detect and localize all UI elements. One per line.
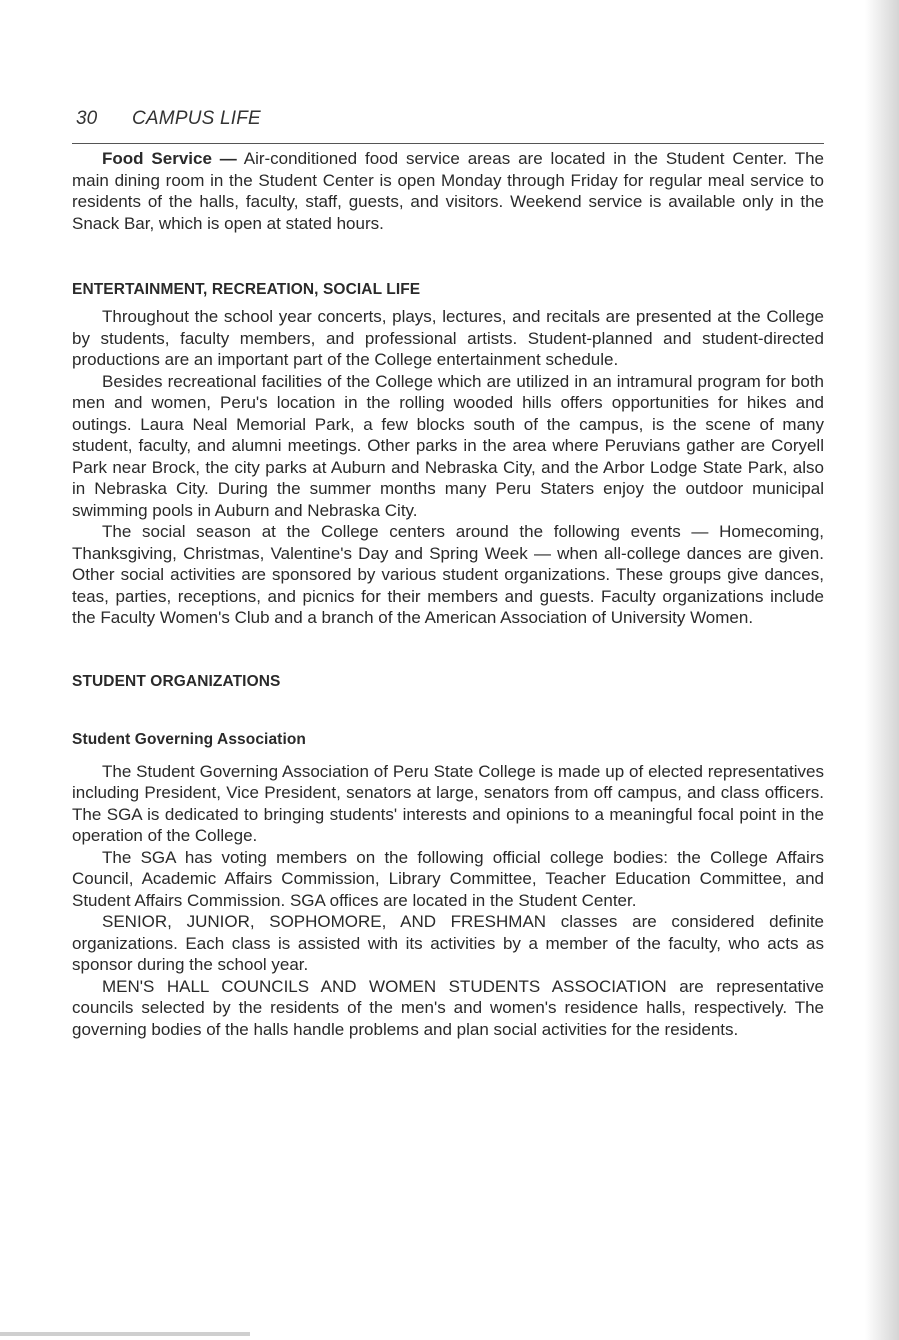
sga-paragraph: The Student Governing Association of Peru State College is made up of elected representatives including President, Vice President, senators at large, senators from off campus, and class officers. The SGA is dedicated to bringing students' interests and opinions to a meaningful focal point in the operation of the College. — [72, 761, 824, 845]
social-life-paragraph: The social season at the College centers around the following events — Homecoming, Thanksgiving, Christmas, Valentine's Day and Spring Week — when all-college dances are given. Other social activities are sponsored by various student organizations. These groups give dances, teas, parties, receptions, and picnics for their members and guests. Faculty organizations include the Faculty Women's Club and a branch of the American Association of University Women. — [72, 522, 824, 627]
entertainment-paragraph: Throughout the school year concerts, plays, lectures, and recitals are presented at the College by students, faculty members, and professional artists. Student-planned and student-directed productions are an important part of the College entertainment schedule. — [72, 307, 824, 369]
header-rule — [72, 143, 824, 144]
hall-councils-paragraph: MEN'S HALL COUNCILS AND WOMEN STUDENTS ASSOCIATION are representative councils selected by the residents of the men's and women's residence halls, respectively. The governing bodies of the halls handle problems and plan social activities for the residents. — [72, 976, 824, 1039]
sga-voting-paragraph: The SGA has voting members on the following official college bodies: the College Affairs Council, Academic Affairs Commission, Library Committee, Teacher Education Committee, and Student Affairs Commission. SGA offices are located in the Student Center. — [72, 847, 824, 910]
page-header — [62, 108, 824, 130]
scan-mark — [0, 1332, 250, 1336]
sga-subheading: Student Governing Association — [72, 730, 306, 748]
food-service-lead: Food Service — — [102, 149, 237, 168]
page-edge-shadow — [865, 0, 899, 1340]
document-page — [62, 108, 824, 1040]
student-organizations-heading: STUDENT ORGANIZATIONS — [72, 672, 281, 690]
recreation-paragraph: Besides recreational facilities of the College which are utilized in an intramural program for both men and women, Peru's location in the rolling wooded hills offers opportunities for hikes and outings. Laura Neal Memorial Park, a few blocks south of the campus, is the scene of many student, faculty, and alumni meetings. Other parks in the area where Peruvians gather are Coryell Park near Brock, the city parks at Auburn and Nebraska City, and the Arbor Lodge State Park, also in Nebraska City. During the summer months many Peru Staters enjoy the outdoor municipal swimming pools in Auburn and Nebraska City. — [72, 371, 824, 520]
food-service-paragraph — [62, 148, 824, 234]
classes-paragraph: SENIOR, JUNIOR, SOPHOMORE, AND FRESHMAN classes are considered definite organizations. Each class is assisted with its activities by a member of the faculty, who acts as sponsor during the school year. — [72, 912, 824, 974]
running-head: CAMPUS LIFE — [132, 108, 261, 129]
page-number: 30 — [76, 108, 98, 129]
entertainment-heading: ENTERTAINMENT, RECREATION, SOCIAL LIFE — [72, 281, 421, 298]
food-service-text: Air-conditioned food service areas are located in the Student Center. The main dining room in the Student Center is open Monday through Friday for regular meal service to residents of the halls, faculty, staff, guests, and visitors. Weekend service is available only in the Snack Bar, which is open at stated hours. — [72, 149, 825, 233]
